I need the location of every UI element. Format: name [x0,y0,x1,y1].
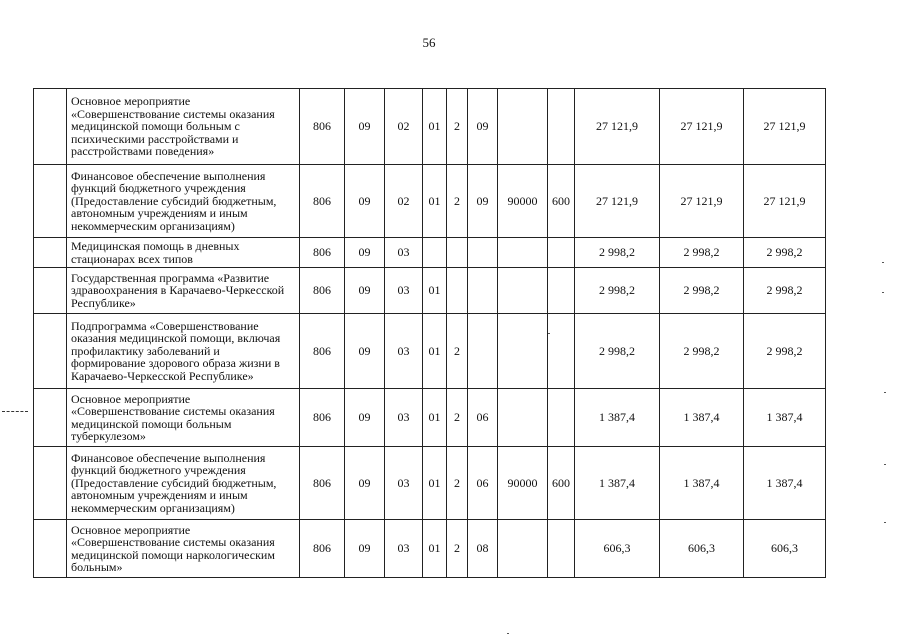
program-code: 01 [423,268,447,314]
row-number-cell [34,238,67,268]
table-row [34,268,826,314]
amount-year-1: 27 121,9 [575,165,660,238]
subprogram-code: 2 [447,165,468,238]
expense-type-code [548,389,575,447]
budget-code: 806 [300,89,345,165]
amount-year-3: 1 387,4 [744,447,826,520]
expense-type-code: 600 [548,447,575,520]
row-number-cell [34,89,67,165]
budget-code: 806 [300,520,345,578]
section-code: 09 [345,520,385,578]
scan-speck [882,292,884,293]
subprogram-code: 2 [447,89,468,165]
scan-speck [507,633,509,634]
amount-year-3: 2 998,2 [744,238,826,268]
subsection-code: 02 [385,165,423,238]
table-row [34,520,826,578]
expense-type-code: 600 [548,165,575,238]
direction-code: 90000 [498,447,548,520]
subprogram-code [447,268,468,314]
amount-year-3: 606,3 [744,520,826,578]
scan-speck [884,392,886,393]
scan-speck [882,262,884,263]
scan-speck [548,333,550,334]
subsection-code: 03 [385,238,423,268]
subsection-code: 03 [385,389,423,447]
event-code: 08 [468,520,498,578]
event-code [468,314,498,389]
table-row [34,238,826,268]
amount-year-2: 27 121,9 [660,89,744,165]
amount-year-1: 1 387,4 [575,447,660,520]
table-row [34,165,826,238]
row-number-cell [34,165,67,238]
table-row [34,314,826,389]
budget-code: 806 [300,314,345,389]
row-description: Основное мероприятие «Совершенствование системы оказания медицинской помощи больным туберкулезом» [67,389,300,447]
expense-type-code [548,89,575,165]
budget-code: 806 [300,238,345,268]
amount-year-2: 1 387,4 [660,389,744,447]
program-code: 01 [423,520,447,578]
section-code: 09 [345,89,385,165]
row-number-cell [34,268,67,314]
expense-type-code [548,314,575,389]
direction-code: 90000 [498,165,548,238]
budget-code: 806 [300,268,345,314]
subprogram-code: 2 [447,520,468,578]
subprogram-code: 2 [447,314,468,389]
row-description: Подпрограмма «Совершенствование оказания медицинской помощи, включая профилактику заболеваний и формирование здорового образа жизни в Карачаево-Черкесской Республике» [67,314,300,389]
amount-year-2: 1 387,4 [660,447,744,520]
section-code: 09 [345,238,385,268]
amount-year-1: 606,3 [575,520,660,578]
row-description: Основное мероприятие «Совершенствование системы оказания медицинской помощи больным с психическими расстройствами и расстройствами поведения» [67,89,300,165]
table-row [34,389,826,447]
row-number-cell [34,520,67,578]
expense-type-code [548,268,575,314]
row-number-cell [34,389,67,447]
row-description: Основное мероприятие «Совершенствование системы оказания медицинской помощи наркологическим больным» [67,520,300,578]
event-code: 06 [468,447,498,520]
subsection-code: 03 [385,447,423,520]
event-code: 06 [468,389,498,447]
direction-code [498,268,548,314]
event-code: 09 [468,89,498,165]
program-code: 01 [423,314,447,389]
budget-code: 806 [300,165,345,238]
event-code: 09 [468,165,498,238]
row-number-cell [34,314,67,389]
amount-year-2: 27 121,9 [660,165,744,238]
amount-year-2: 2 998,2 [660,314,744,389]
section-code: 09 [345,447,385,520]
section-code: 09 [345,268,385,314]
subsection-code: 03 [385,268,423,314]
amount-year-2: 2 998,2 [660,268,744,314]
amount-year-1: 2 998,2 [575,238,660,268]
section-code: 09 [345,165,385,238]
budget-table [33,88,826,578]
subprogram-code: 2 [447,389,468,447]
table-row [34,447,826,520]
amount-year-3: 27 121,9 [744,89,826,165]
row-description: Медицинская помощь в дневных стационарах всех типов [67,238,300,268]
row-description: Финансовое обеспечение выполнения функций бюджетного учреждения (Предоставление субсидий бюджетным, автономным учреждениям и иным некоммерческим организациям) [67,165,300,238]
subsection-code: 03 [385,314,423,389]
scan-speck [884,464,886,465]
row-number-cell [34,447,67,520]
amount-year-2: 606,3 [660,520,744,578]
amount-year-1: 1 387,4 [575,389,660,447]
direction-code [498,389,548,447]
subprogram-code: 2 [447,447,468,520]
table-body [34,89,826,578]
direction-code [498,89,548,165]
expense-type-code [548,520,575,578]
amount-year-1: 27 121,9 [575,89,660,165]
subsection-code: 03 [385,520,423,578]
subprogram-code [447,238,468,268]
program-code: 01 [423,165,447,238]
event-code [468,268,498,314]
section-code: 09 [345,389,385,447]
amount-year-3: 27 121,9 [744,165,826,238]
scan-dash-mark [2,411,28,412]
direction-code [498,520,548,578]
expense-type-code [548,238,575,268]
amount-year-3: 1 387,4 [744,389,826,447]
scan-speck [884,522,886,523]
section-code: 09 [345,314,385,389]
budget-code: 806 [300,447,345,520]
direction-code [498,314,548,389]
amount-year-1: 2 998,2 [575,314,660,389]
table-row [34,89,826,165]
program-code: 01 [423,89,447,165]
page-number: 56 [422,35,436,50]
event-code [468,238,498,268]
amount-year-2: 2 998,2 [660,238,744,268]
row-description: Государственная программа «Развитие здравоохранения в Карачаево-Черкесской Республике» [67,268,300,314]
program-code [423,238,447,268]
amount-year-3: 2 998,2 [744,268,826,314]
program-code: 01 [423,389,447,447]
amount-year-1: 2 998,2 [575,268,660,314]
budget-code: 806 [300,389,345,447]
subsection-code: 02 [385,89,423,165]
program-code: 01 [423,447,447,520]
amount-year-3: 2 998,2 [744,314,826,389]
row-description: Финансовое обеспечение выполнения функций бюджетного учреждения (Предоставление субсидий бюджетным, автономным учреждениям и иным некоммерческим организациям) [67,447,300,520]
direction-code [498,238,548,268]
